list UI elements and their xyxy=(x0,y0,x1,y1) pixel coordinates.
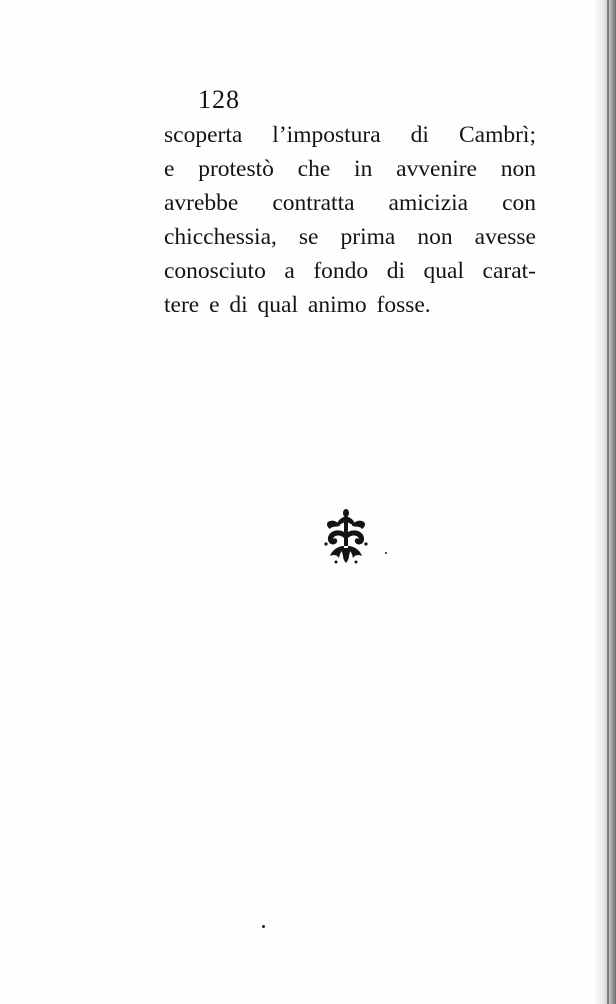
fleuron-icon xyxy=(322,508,370,564)
page-edge-shadow xyxy=(594,0,616,1004)
text-line: avrebbe contratta amicizia con xyxy=(164,190,536,216)
ink-speck xyxy=(385,552,387,554)
body-text xyxy=(164,118,536,322)
text-line: chicchessia, se prima non avesse xyxy=(164,224,536,250)
text-line: conosciuto a fondo di qual carat- xyxy=(164,258,536,284)
text-line: tere e di qual animo fosse. xyxy=(164,292,431,318)
page-number: 128 xyxy=(198,85,240,114)
ink-speck xyxy=(262,925,265,928)
text-line: e protestò che in avvenire non xyxy=(164,156,536,182)
text-line: scoperta l’impostura di Cambrì; xyxy=(164,122,536,148)
page-edge-line xyxy=(607,0,609,1004)
